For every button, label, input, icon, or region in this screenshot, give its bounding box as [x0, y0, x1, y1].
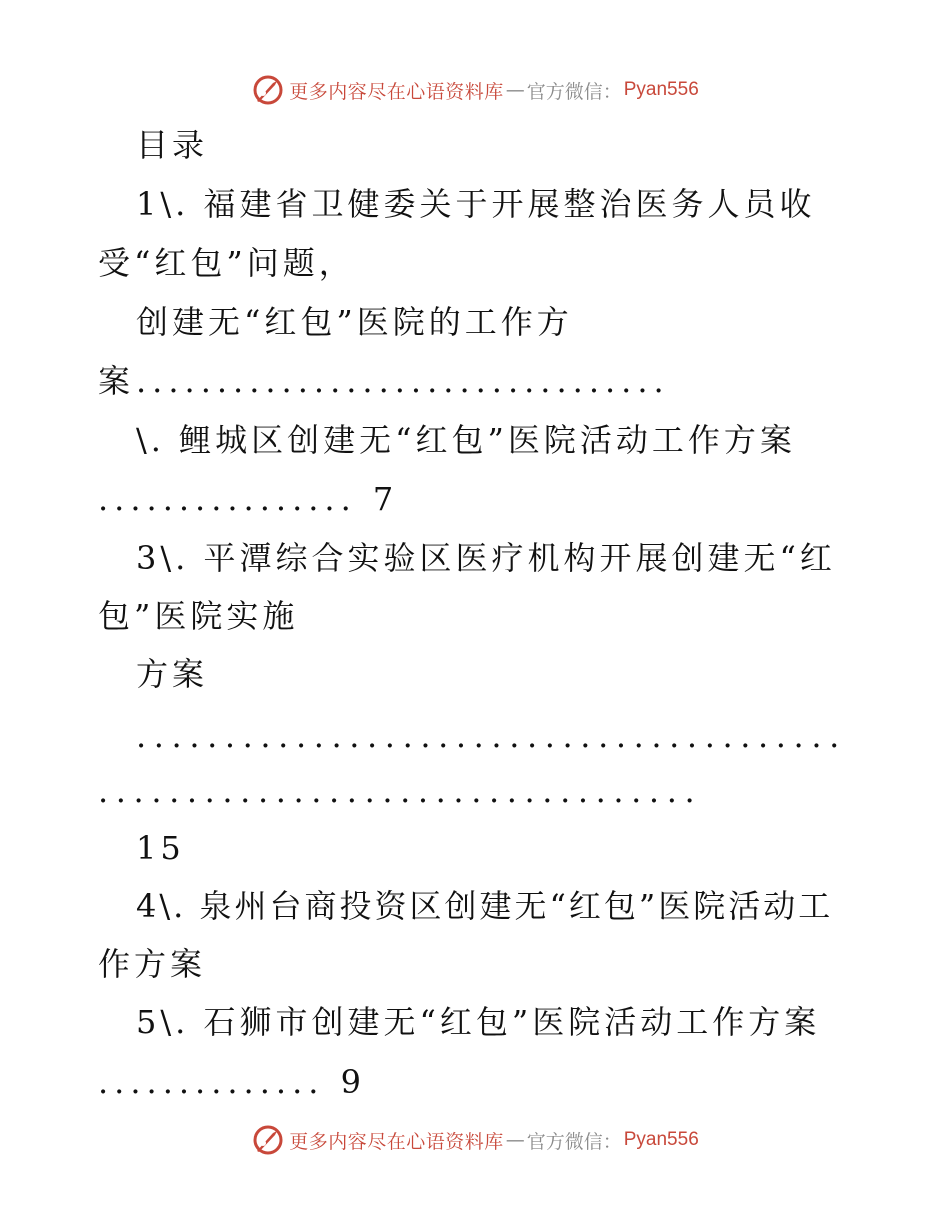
banner-account: Pyan556 — [623, 1129, 699, 1150]
banner-brand-text: 更多内容尽在心语资料库 — [289, 1130, 504, 1153]
toc-line: 5\. 石狮市创建无“红包”医院活动工作方案 — [136, 1003, 821, 1041]
quill-pen-logo-icon — [251, 73, 285, 107]
header-banner — [0, 70, 950, 110]
banner-wechat-label: 官方微信： — [526, 80, 622, 103]
toc-line: 方案 — [136, 655, 209, 693]
toc-line: 15 — [136, 829, 185, 867]
toc-line: 案................................. — [98, 362, 670, 400]
banner-dash: — — [505, 79, 525, 101]
banner-dash: — — [505, 1129, 525, 1151]
quill-pen-logo-icon — [251, 1123, 285, 1157]
toc-heading: 目录 — [136, 126, 209, 164]
toc-line: .................................. — [98, 772, 703, 810]
banner-account: Pyan556 — [623, 79, 699, 100]
toc-line: 3\. 平潭综合实验区医疗机构开展创建无“红 — [136, 539, 836, 577]
toc-line: \. 鲤城区创建无“红包”医院活动工作方案 — [136, 421, 796, 459]
toc-line: 受“红包”问题， — [98, 244, 355, 282]
toc-line: ........................................ — [136, 717, 847, 755]
toc-line: 1\. 福建省卫健委关于开展整治医务人员收 — [136, 185, 816, 223]
toc-line: .............. 9 — [98, 1063, 367, 1101]
banner-wechat-label: 官方微信： — [526, 1130, 622, 1153]
toc-line: 4\. 泉州台商投资区创建无“红包”医院活动工 — [136, 887, 834, 925]
toc-line: 作方案 — [98, 945, 207, 983]
banner-brand-text: 更多内容尽在心语资料库 — [289, 80, 504, 103]
toc-line: 包”医院实施 — [98, 597, 299, 635]
footer-banner — [0, 1120, 950, 1160]
toc-line: 创建无“红包”医院的工作方 — [136, 303, 573, 341]
toc-line: ................ 7 — [98, 480, 400, 518]
